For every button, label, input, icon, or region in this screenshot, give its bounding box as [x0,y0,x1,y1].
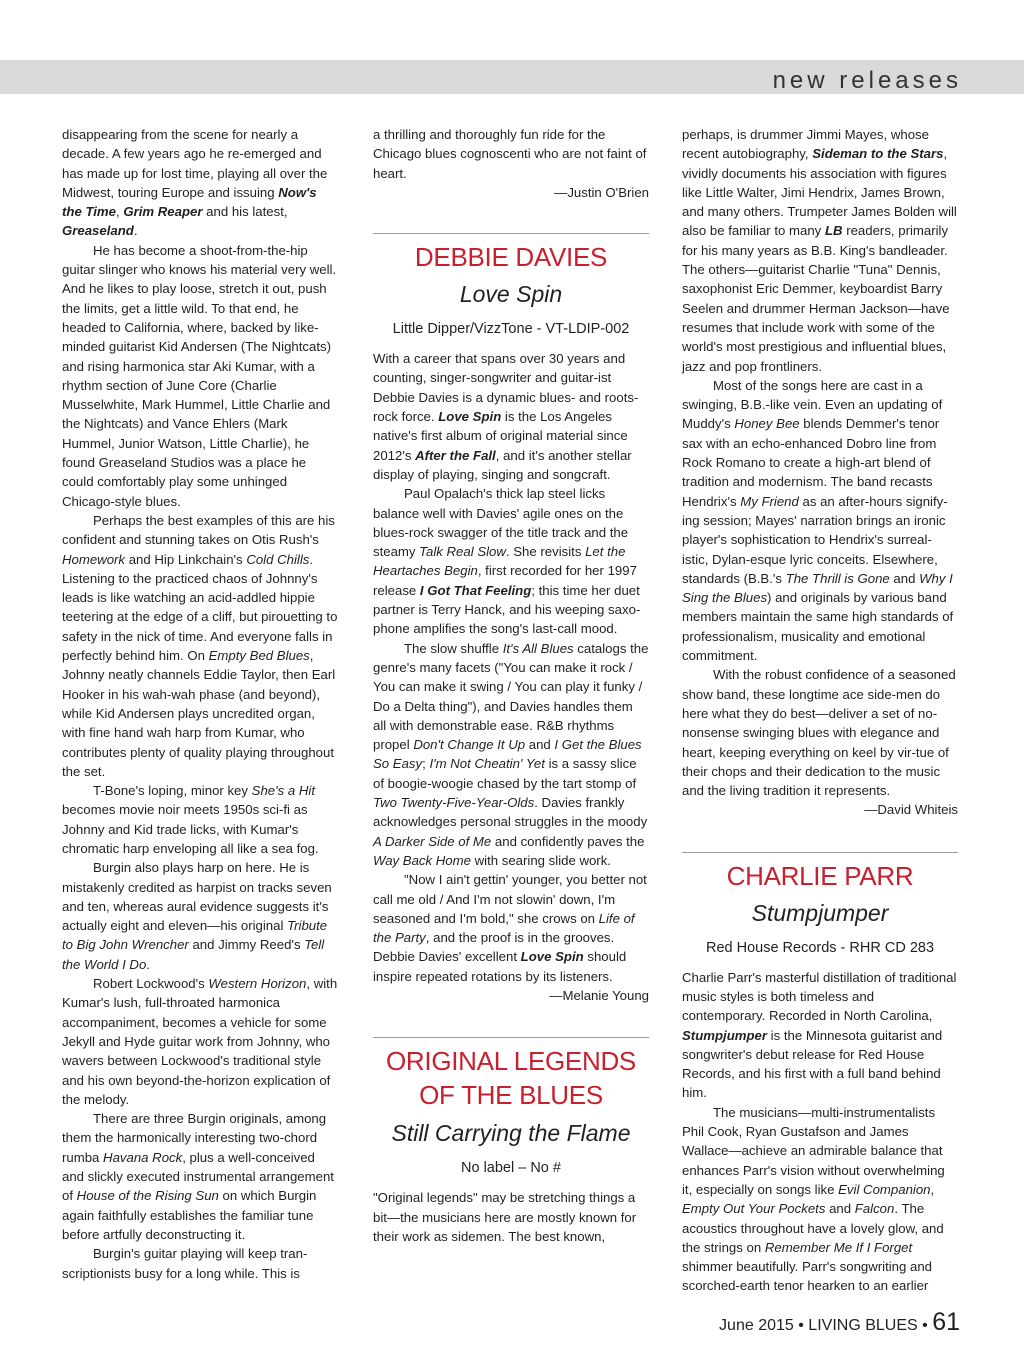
review-charlie-parr [682,859,958,1296]
footer-separator: • [798,1317,804,1334]
album-title: Stumpjumper [751,899,889,926]
column-1 [62,125,338,1283]
review-paragraph: a thrilling and thoroughly fun ride for the Chicago blues cognoscenti who are not faint of heart. [373,127,647,181]
artist-name: DEBBIE DAVIES [414,242,608,273]
review-paragraph: Most of the songs here are cast in a swinging, B.B.-like vein. Even an updating of Muddy's Honey Bee blends Demmer's tenor sax with an echo-enhanced Dobro line from Rock Romano to create a high-art blend of tradition and modernism. The band recasts Hendrix's My Friend as an after-hours signify-ing session; Mayes' narration brings an ironic player's sophistication to Hendrix's surreal-istic, Dylan-esque lyric conceits. Elsewhere, standards (B.B.'s The Thrill is Gone and Why I Sing the Blues) and originals by various band members maintain the same high standards of professionalism, musicality and emotional commitment. [682,377,954,664]
review-paragraph: Burgin also plays harp on here. He is mistakenly credited as harpist on tracks seven and ten, whereas aural evidence suggests it's actually eight and eleven—his original Tribute to Big John Wrencher and Jimmy Reed's Tell the World I Do. [62,860,332,972]
review-original-legends [373,1044,649,1246]
review-paragraph: Burgin's guitar playing will keep tran-scriptionists busy for a long while. This is [62,1246,308,1281]
review-paragraph: disappearing from the scene for nearly a decade. A few years ago he re-emerged and has made up for lost time, playing all over the Midwest, touring Europe and issuing Now's the Time, Grim Reaper and his latest, Greaseland. [62,127,328,239]
page-footer [719,1308,960,1337]
review-paragraph: The musicians—multi-instrumentalists Phil Cook, Ryan Gustafson and James Wallace—achieve an admirable balance that enhances Parr's vision without overwhelming it, especially on songs like Evil Companion, Empty Out Your Pockets and Falcon. The acoustics throughout have a lovely glow, and the strings on Remember Me If I Forget shimmer beautifully. Parr's songwriting and scorched-earth tenor hearken to an earlier [682,1104,945,1294]
divider [373,233,649,234]
section-title: new releases [772,67,962,94]
magazine-name: LIVING BLUES [808,1317,918,1334]
review-paragraph: There are three Burgin originals, among them the harmonically interesting two-chord rumba Havana Rock, plus a well-conceived and slickly executed instrumental arrangement of House of the Rising Sun on which Burgin again faithfully establishes the familiar tune before artfully deconstructing it. [62,1111,334,1242]
review-debbie-davies [373,240,649,1005]
column-3 [682,125,958,1296]
review-paragraph: T-Bone's loping, minor key She's a Hit becomes movie noir meets 1950s sci-fi as Johnny and Kid trade licks, with Kumar's chromatic harp enveloping all like a sea fog. [62,783,319,856]
record-label: Little Dipper/VizzTone - VT-LDIP-002 [392,321,630,338]
review-paragraph: Paul Opalach's thick lap steel licks balance well with Davies' agile ones on the blues-rock swagger of the title track and the steamy Talk Real Slow. She revisits Let the Heartaches Begin, first recorded for her 1997 release I Got That Feeling; this time her duet partner is Terry Hanck, and his weeping saxo-phone amplifies the song's last-call mood. [373,486,641,637]
artist-name: OF THE BLUES [419,1080,603,1111]
artist-name: CHARLIE PARR [726,860,914,891]
review-paragraph: The slow shuffle It's All Blues catalogs the genre's many facets ("You can make it rock / You can make it swing / You can play it funky / Do a Delta thing"), and Davies handles them all with demonstrable ease. R&B rhythms propel Don't Change It Up and I Get the Blues So Easy; I'm Not Cheatin' Yet is a sassy slice of boogie-woogie chased by the tart stomp of Two Twenty-Five-Year-Olds. Davies frankly acknowledges personal struggles in the moody A Darker Side of Me and confidently paves the Way Back Home with searing slide work. [373,640,649,868]
review-paragraph: Charlie Parr's masterful distillation of traditional music styles is both timeless and contemporary. Recorded in North Carolina, Stumpjumper is the Minnesota guitarist and songwriter's debut release for Red House Records, and his first with a full band behind him. [682,969,957,1101]
review-paragraph: With a career that spans over 30 years and counting, singer-songwriter and guitar-ist Debbie Davies is a dynamic blues- and roots-rock force. Love Spin is the Los Angeles native's first album of original material since 2012's After the Fall, and it's another stellar display of playing, singing and songcraft. [373,351,639,482]
page-number: 61 [932,1308,960,1336]
column-2 [373,125,649,1246]
review-paragraph: perhaps, is drummer Jimmi Mayes, whose recent autobiography, Sideman to the Stars, vividly documents his association with figures like Little Walter, Jimi Hendrix, James Brown, and many others. Trumpeter James Bolden will also be familiar to many LB readers, primarily for his many years as B.B. King's bandleader. The others—guitarist Charlie "Tuna" Dennis, saxophonist Eric Demmer, keyboardist Barry Seelen and drummer Herman Jackson—have resumes that include work with some of the world's most prestigious and influential blues, jazz and pop frontliners. [682,127,957,374]
review-paragraph: With the robust confidence of a seasoned show band, these longtime ace side-men do here what they do best—deliver a set of no-nonsense swinging blues with elegance and heart, keeping everything on keel by vir-tue of their chops and their dedication to the music and the living tradition it represents. [682,667,956,799]
review-paragraph: Robert Lockwood's Western Horizon, with Kumar's lush, full-throated harmonica accompaniment, becomes a vehicle for some Jekyll and Hyde guitar work from Johnny, who wavers between Lockwood's traditional style and his own beyond-the-horizon explication of the melody. [62,976,338,1107]
issue-date: June 2015 [719,1317,794,1334]
record-label: No label – No # [461,1160,561,1177]
divider [373,1037,649,1038]
artist-name: ORIGINAL LEGENDS [386,1046,636,1077]
footer-separator: • [922,1317,928,1334]
review-paragraph: "Now I ain't gettin' younger, you better not call me old / And I'm not slowin' down, I'm seasoned and I'm bold," she crows on Life of the Party, and the proof is in the grooves. Debbie Davies' excellent Love Spin should inspire repeated rotations by its listeners. [373,872,647,984]
reviewer-signature: —David Whiteis [864,802,958,818]
divider [682,852,958,853]
review-paragraph: He has become a shoot-from-the-hip guitar slinger who knows his material very well. And he likes to play loose, stretch it out, push the limits, get a little wild. To that end, he headed to California, where, backed by like-minded guitarist Kid Andersen (The Nightcats) and rising harmonica star Aki Kumar, with a rhythm section of June Core (Charlie Musselwhite, Mark Hummel, Little Charlie and the Nightcats) and Vance Ehlers (Mark Hummel, Junior Watson, Little Charlie), he found Greaseland Studios was a place he could comfortably play some unhinged Chicago-style blues. [62,242,337,509]
reviewer-signature: —Justin O'Brien [554,184,649,200]
review-paragraph: "Original legends" may be stretching things a bit—the musicians here are mostly known for their work as sidemen. The best known, [373,1190,637,1244]
review-paragraph: Perhaps the best examples of this are his confident and stunning takes on Otis Rush's Homework and Hip Linkchain's Cold Chills. Listening to the practiced chaos of Johnny's leads is like watching an acid-addled hippie teetering at the edge of a cliff, but pirouetting to safety in the nick of time. And everyone falls in perfectly behind him. On Empty Bed Blues, Johnny neatly channels Eddie Taylor, then Earl Hooker in his wah-wah phase (and beyond), while Kid Andersen plays uncredited organ, with fine hand wah harp from Kumar, who contributes plenty of quality playing throughout the set. [62,512,338,779]
album-title: Love Spin [459,281,563,308]
reviewer-signature: —Melanie Young [549,987,649,1003]
album-title: Still Carrying the Flame [391,1120,631,1147]
record-label: Red House Records - RHR CD 283 [705,939,935,956]
